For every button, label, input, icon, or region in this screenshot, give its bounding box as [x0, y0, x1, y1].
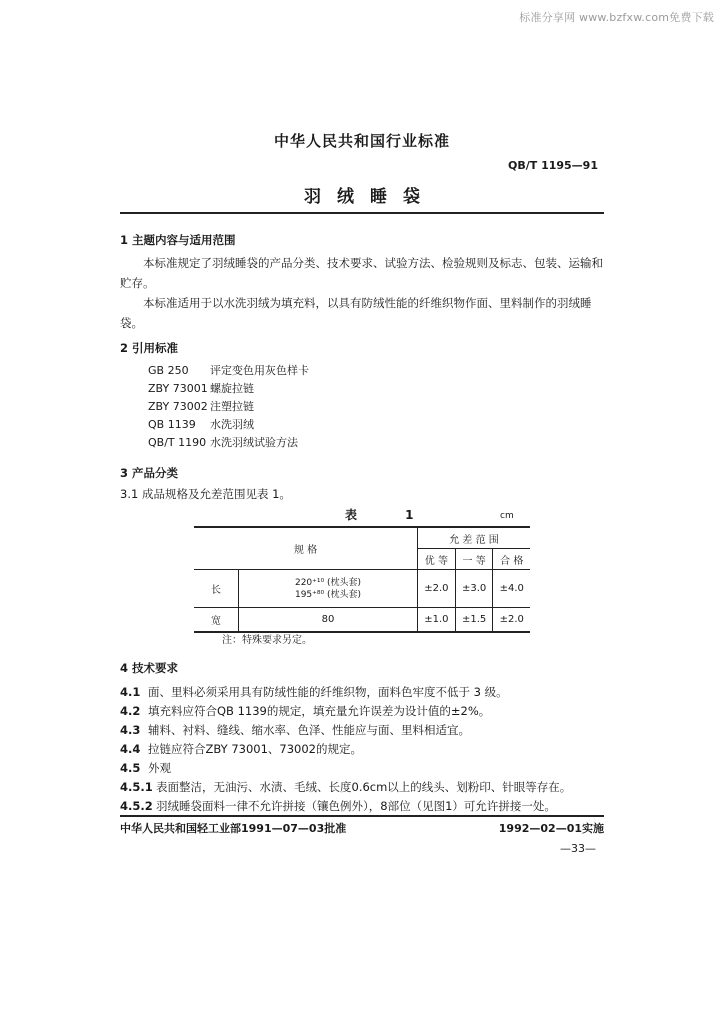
title-rule: [120, 212, 604, 214]
item-number: 4.3: [120, 723, 141, 737]
table-cell: ±2.0: [418, 570, 456, 608]
requirement-item: [120, 703, 490, 719]
standard-code: QB/T 1195—91: [507, 159, 598, 172]
item-text: 外观: [148, 761, 171, 775]
item-text: 表面整洁，无油污、水渍、毛绒、长度0.6cm以上的线头、划粉印、针眼等存在。: [156, 780, 572, 794]
section-4-heading: 4 技术要求: [120, 661, 179, 675]
item-number: 4.1: [120, 685, 141, 699]
reference-code: GB 250: [148, 364, 189, 377]
requirement-item: [120, 741, 362, 757]
item-text: 拉链应符合ZBY 73001、73002的规定。: [148, 742, 362, 756]
requirement-item: [120, 760, 171, 776]
section-1-para-1: 本标准规定了羽绒睡袋的产品分类、技术要求、试验方法、检验规则及标志、包装、运输和贮存。: [120, 256, 603, 290]
requirement-item: [120, 798, 604, 814]
section-2-heading: 2 引用标准: [120, 341, 179, 355]
table-caption: 表 1: [345, 508, 436, 522]
item-text: 羽绒睡袋面料一律不允许拼接（镶色例外），8部位（见图1）可允许拼接一处。: [156, 799, 556, 813]
national-standard-heading: 中华人民共和国行业标准: [273, 132, 450, 150]
requirement-item: [120, 722, 470, 738]
table-note: 注：特殊要求另定。: [222, 635, 312, 646]
row-spec-line: 195⁺⁸⁰ (枕头套): [294, 589, 362, 600]
item-number: 4.4: [120, 742, 141, 756]
header-grade: 一 等: [455, 549, 493, 570]
item-number: 4.5: [120, 761, 141, 775]
table-cell: ±4.0: [493, 570, 530, 608]
item-number: 4.5.1: [120, 780, 153, 794]
approval-date: 中华人民共和国轻工业部1991—07—03批准: [120, 822, 347, 835]
watermark: 标准分享网 www.bzfxw.com免费下载: [519, 11, 714, 24]
item-text: 填充料应符合QB 1139的规定，填充量允许误差为设计值的±2%。: [148, 704, 491, 718]
spec-tolerance-table: [194, 526, 530, 633]
section-1-para-2: 本标准适用于以水洗羽绒为填充料，以具有防绒性能的纤维织物作面、里料制作的羽绒睡袋。: [120, 296, 592, 330]
table-unit: cm: [500, 511, 514, 521]
header-grade: 优 等: [418, 549, 456, 570]
requirement-item: [120, 779, 604, 795]
reference-code: QB 1139: [148, 418, 196, 431]
table-cell: ±1.5: [455, 608, 493, 632]
row-label: 长: [194, 570, 239, 608]
header-grade: 合 格: [493, 549, 530, 570]
reference-code: QB/T 1190: [148, 436, 207, 449]
reference-item: [148, 380, 254, 396]
row-label: 宽: [194, 608, 239, 632]
table-cell: ±2.0: [493, 608, 530, 632]
reference-name: 水洗羽绒: [210, 418, 254, 431]
footer-rule: [120, 815, 604, 817]
reference-name: 水洗羽绒试验方法: [210, 436, 298, 449]
header-spec: 规 格: [194, 527, 418, 570]
row-spec: [239, 570, 418, 608]
header-tolerance: 允 差 范 围: [418, 527, 530, 549]
reference-name: 评定变色用灰色样卡: [210, 364, 309, 377]
page-number: —33—: [560, 842, 596, 855]
item-text: 面、里料必须采用具有防绒性能的纤维织物，面料色牢度不低于 3 级。: [148, 685, 508, 699]
requirement-item: [120, 684, 508, 700]
reference-name: 螺旋拉链: [210, 382, 254, 395]
reference-code: ZBY 73001: [148, 382, 208, 395]
table-cell: ±1.0: [418, 608, 456, 632]
item-number: 4.5.2: [120, 799, 153, 813]
item-number: 4.2: [120, 704, 141, 718]
row-spec: 80: [239, 608, 418, 632]
reference-name: 注塑拉链: [210, 400, 254, 413]
item-text: 辅料、衬料、缝线、缩水率、色泽、性能应与面、里料相适宜。: [148, 723, 470, 737]
reference-item: [148, 434, 298, 450]
section-3-1-text: 3.1 成品规格及允差范围见表 1。: [120, 487, 291, 501]
table-cell: ±3.0: [455, 570, 493, 608]
reference-item: [148, 398, 254, 414]
reference-item: [148, 362, 309, 378]
document-title: 羽绒睡袋: [304, 187, 436, 207]
reference-code: ZBY 73002: [148, 400, 208, 413]
section-3-heading: 3 产品分类: [120, 466, 179, 480]
reference-item: [148, 416, 254, 432]
implementation-date: 1992—02—01实施: [498, 822, 604, 835]
section-1-heading: 1 主题内容与适用范围: [120, 233, 236, 247]
row-spec-line: 220⁺¹⁰ (枕头套): [294, 577, 362, 588]
